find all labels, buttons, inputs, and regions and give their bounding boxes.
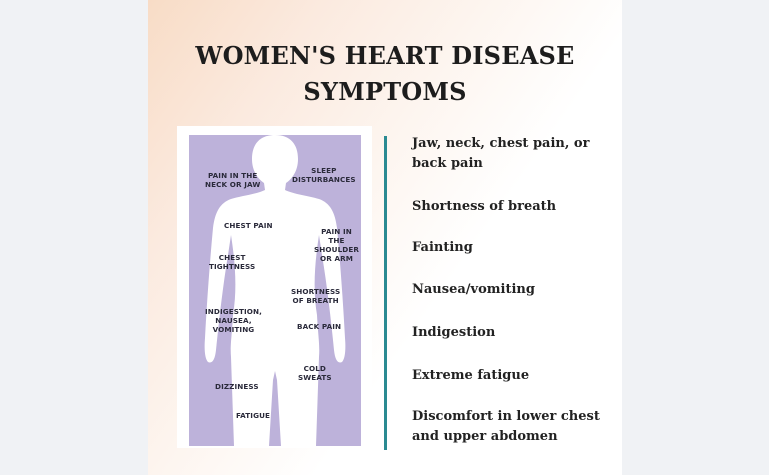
body-figure-panel bbox=[189, 135, 361, 446]
symptom-fainting: Fainting bbox=[412, 240, 473, 255]
title-line-2: SYMPTOMS bbox=[303, 77, 467, 106]
vertical-divider bbox=[384, 136, 387, 450]
label-indigestion-nausea-vomiting: INDIGESTION, NAUSEA, VOMITING bbox=[205, 307, 262, 334]
symptom-extreme-fatigue: Extreme fatigue bbox=[412, 368, 530, 383]
title-line-1: WOMEN'S HEART DISEASE bbox=[195, 41, 575, 70]
label-shortness-of-breath: SHORTNESS OF BREATH bbox=[291, 287, 341, 305]
label-cold-sweats: COLD SWEATS bbox=[298, 364, 332, 382]
symptom-lower-chest-upper-abdomen-discomfort: Discomfort in lower chest and upper abdomen bbox=[412, 409, 600, 444]
label-sleep-disturbances: SLEEP DISTURBANCES bbox=[292, 166, 356, 184]
label-back-pain: BACK PAIN bbox=[297, 322, 342, 331]
symptom-indigestion: Indigestion bbox=[412, 325, 496, 340]
label-chest-tightness: CHEST TIGHTNESS bbox=[209, 253, 256, 271]
label-dizziness: DIZZINESS bbox=[215, 382, 259, 391]
infographic-title bbox=[148, 38, 622, 110]
symptom-jaw-neck-chest-back-pain: Jaw, neck, chest pain, or back pain bbox=[412, 136, 590, 171]
label-pain-shoulder-arm: PAIN IN THE SHOULDER OR ARM bbox=[314, 227, 359, 263]
symptom-nausea-vomiting: Nausea/vomiting bbox=[412, 282, 535, 297]
label-chest-pain: CHEST PAIN bbox=[224, 221, 273, 230]
label-pain-neck-jaw: PAIN IN THE NECK OR JAW bbox=[205, 171, 261, 189]
symptom-shortness-of-breath: Shortness of breath bbox=[412, 199, 557, 214]
body-figure-frame bbox=[177, 126, 372, 448]
infographic-card bbox=[148, 0, 622, 475]
label-fatigue: FATIGUE bbox=[236, 411, 271, 420]
